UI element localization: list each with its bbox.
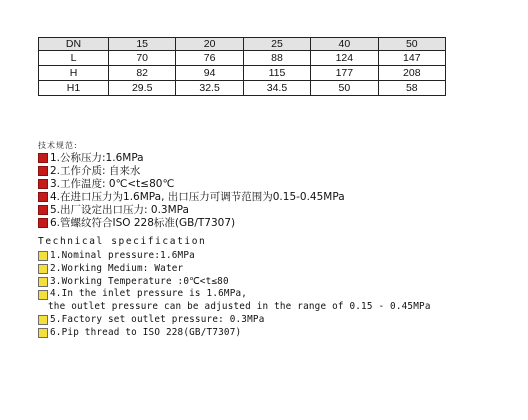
list-item-continuation: [38, 300, 431, 313]
row-label: H: [39, 66, 109, 81]
spec-text: 6.管螺纹符合ISO 228标准(GB/T7307): [50, 217, 236, 229]
spec-text: 1.Nominal pressure:1.6MPa: [50, 250, 195, 261]
spec-text: 3.工作温度: 0℃<t≤80℃: [50, 178, 175, 190]
red-bullet-icon: [38, 205, 48, 215]
yellow-bullet-icon: [38, 277, 48, 287]
yellow-bullet-icon: [38, 290, 48, 300]
table-cell: 32.5: [176, 81, 243, 96]
spec-text: 6.Pip thread to ISO 228(GB/T7307): [50, 327, 242, 338]
table-cell: 82: [109, 66, 176, 81]
table-cell: 70: [109, 51, 176, 66]
yellow-bullet-icon: [38, 251, 48, 261]
table-header-cell: 20: [176, 38, 243, 51]
table-header-cell: 15: [109, 38, 176, 51]
table-header-row: [39, 38, 446, 51]
dimension-table: [38, 37, 446, 96]
table-cell: 147: [378, 51, 445, 66]
row-label: H1: [39, 81, 109, 96]
table-cell: 58: [378, 81, 445, 96]
list-item: [38, 313, 431, 326]
list-item: [38, 288, 431, 300]
spec-text: the outlet pressure can be adjusted in the range of 0.15 - 0.45MPa: [48, 301, 431, 312]
red-bullet-icon: [38, 179, 48, 189]
red-bullet-icon: [38, 166, 48, 176]
cn-spec-list: [38, 151, 345, 229]
table-row: [39, 51, 446, 66]
yellow-bullet-icon: [38, 328, 48, 338]
table-row: [39, 81, 446, 96]
table-cell: 177: [311, 66, 378, 81]
spec-text: 4.In the inlet pressure is 1.6MPa,: [50, 288, 248, 299]
en-spec-title: Technical specification: [38, 236, 207, 247]
list-item: [38, 249, 431, 262]
table-cell: 208: [378, 66, 445, 81]
list-item: [38, 275, 431, 288]
spec-text: 1.公称压力:1.6MPa: [50, 152, 144, 164]
spec-text: 5.Factory set outlet pressure: 0.3MPa: [50, 314, 265, 325]
table-header-cell: 25: [243, 38, 310, 51]
table-cell: 76: [176, 51, 243, 66]
cn-spec-title: 技术规范:: [38, 141, 78, 150]
en-spec-list: [38, 249, 431, 339]
table-cell: 94: [176, 66, 243, 81]
red-bullet-icon: [38, 192, 48, 202]
spec-text: 3.Working Temperature :0℃<t≤80: [50, 276, 229, 287]
red-bullet-icon: [38, 218, 48, 228]
list-item: [38, 262, 431, 275]
table-row: [39, 66, 446, 81]
table-header-cell: DN: [39, 38, 109, 51]
table-cell: 124: [311, 51, 378, 66]
table-header-cell: 50: [378, 38, 445, 51]
table-cell: 115: [243, 66, 310, 81]
table-cell: 29.5: [109, 81, 176, 96]
table-header-cell: 40: [311, 38, 378, 51]
row-label: L: [39, 51, 109, 66]
red-bullet-icon: [38, 153, 48, 163]
spec-text: 5.出厂设定出口压力: 0.3MPa: [50, 204, 189, 216]
table-cell: 34.5: [243, 81, 310, 96]
spec-text: 2.Working Medium: Water: [50, 263, 184, 274]
list-item: [38, 326, 431, 339]
yellow-bullet-icon: [38, 315, 48, 325]
spec-text: 4.在进口压力为1.6MPa, 出口压力可调节范围为0.15-0.45MPa: [50, 191, 345, 203]
spec-text: 2.工作介质: 自来水: [50, 165, 141, 177]
spec-text-multiline: [50, 288, 247, 299]
yellow-bullet-icon: [38, 264, 48, 274]
table-cell: 50: [311, 81, 378, 96]
table-cell: 88: [243, 51, 310, 66]
list-item: [38, 216, 345, 229]
